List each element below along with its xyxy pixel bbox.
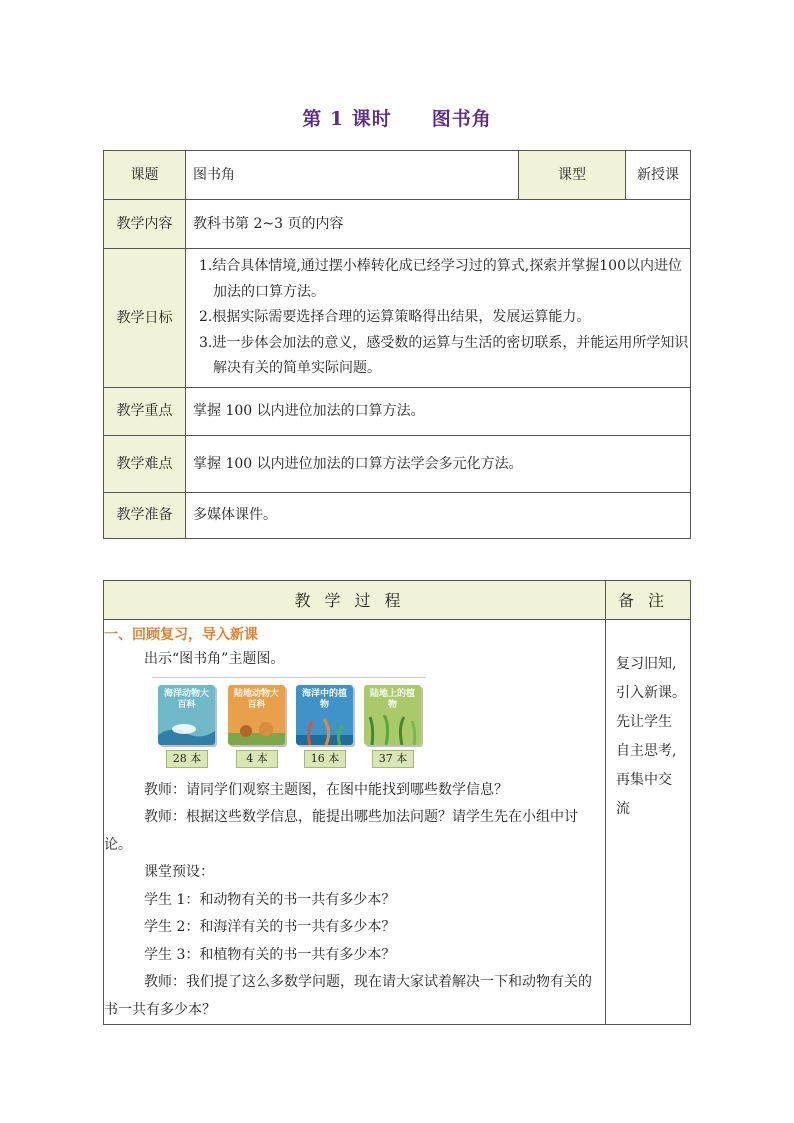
book-cover-2 xyxy=(228,685,285,745)
seaweed-icon xyxy=(296,715,353,745)
process-content xyxy=(104,620,606,1025)
remark-line-1: 复习旧知, xyxy=(616,656,677,672)
lesson-topic: 图书角 xyxy=(431,108,492,130)
book-title: 陆地动物大百科 xyxy=(233,688,279,710)
remark-line-2: 引入新课。 xyxy=(616,685,686,701)
theme-picture xyxy=(152,677,426,773)
paragraph-6: 学生 3：和植物有关的书一共有多少本？ xyxy=(144,946,396,963)
remark-line-5: 再集中交 xyxy=(616,772,672,788)
row-content xyxy=(104,200,691,249)
row-difficulty xyxy=(104,436,691,493)
process-header: 教学过程 xyxy=(104,581,606,620)
topic-label: 课题 xyxy=(104,151,186,200)
paragraph-4: 学生 1：和动物有关的书一共有多少本？ xyxy=(144,891,396,908)
lesson-number: 第 1 课时 xyxy=(302,108,392,130)
process-header-row xyxy=(104,581,691,620)
paragraph-3: 课堂预设： xyxy=(144,864,214,880)
type-value: 新授课 xyxy=(626,151,691,200)
book-count-4: 37 本 xyxy=(372,750,414,768)
whale-icon xyxy=(158,715,215,745)
intro-text: 出示“图书角”主题图。 xyxy=(144,651,285,667)
remark-line-6: 流 xyxy=(616,801,630,817)
remark-content xyxy=(606,620,691,1025)
book-count-1: 28 本 xyxy=(166,750,208,768)
book-cover-3 xyxy=(296,685,353,745)
page-title xyxy=(0,104,794,131)
row-key-point xyxy=(104,388,691,436)
difficulty-value: 掌握 100 以内进位加法的口算方法学会多元化方法。 xyxy=(186,436,691,493)
row-preparation xyxy=(104,493,691,539)
row-topic xyxy=(104,151,691,200)
remark-header: 备注 xyxy=(606,581,691,620)
remark-line-3: 先让学生 xyxy=(616,714,672,730)
objectives-list xyxy=(186,249,691,388)
teaching-process-table xyxy=(103,580,691,1025)
key-point-value: 掌握 100 以内进位加法的口算方法。 xyxy=(186,388,691,436)
objectives-label: 教学日标 xyxy=(104,249,186,388)
animal-icon xyxy=(228,715,285,745)
book-cover-4 xyxy=(364,685,421,745)
remark-line-4: 自主思考, xyxy=(616,743,677,759)
book-cover-1 xyxy=(158,685,215,745)
book-title: 海洋动物大百科 xyxy=(163,688,209,710)
key-point-label: 教学重点 xyxy=(104,388,186,436)
objective-item-2: 2.根据实际需要选择合理的运算策略得出结果，发展运算能力。 xyxy=(199,309,591,326)
plant-icon xyxy=(364,715,421,745)
content-value: 教科书第 2~3 页的内容 xyxy=(186,200,691,249)
row-objectives xyxy=(104,249,691,388)
objective-item-3: 3.进一步体会加法的意义，感受数的运算与生活的密切联系，并能运用所学知识解决有关的简单实际问题。 xyxy=(199,334,689,377)
topic-value: 图书角 xyxy=(186,151,519,200)
book-title: 海洋中的植物 xyxy=(301,688,347,710)
paragraph-2: 教师：根据这些数学信息，能提出哪些加法问题？请学生先在小组中讨论。 xyxy=(104,809,578,853)
type-label: 课型 xyxy=(519,151,626,200)
paragraph-5: 学生 2：和海洋有关的书一共有多少本？ xyxy=(144,919,396,935)
preparation-value: 多媒体课件。 xyxy=(186,493,691,539)
section-title: 一、回顾复习，导入新课 xyxy=(104,627,258,643)
process-body-row xyxy=(104,620,691,1025)
shelf-line xyxy=(152,677,426,678)
difficulty-label: 教学难点 xyxy=(104,436,186,493)
paragraph-1: 教师：请同学们观察主题图，在图中能找到哪些数学信息？ xyxy=(144,781,508,798)
book-count-3: 16 本 xyxy=(304,750,346,768)
preparation-label: 教学准备 xyxy=(104,493,186,539)
lesson-info-table xyxy=(103,150,691,539)
content-label: 教学内容 xyxy=(104,200,186,249)
book-title: 陆地上的植物 xyxy=(369,688,415,710)
book-count-2: 4 本 xyxy=(236,750,278,768)
objective-item-1: 1.结合具体情境,通过摆小棒转化成已经学习过的算式,探索并掌握100以内进位加法的口算方法。 xyxy=(199,258,682,300)
paragraph-7: 教师：我们提了这么多数学问题，现在请大家试着解决一下和动物有关的书一共有多少本？ xyxy=(104,974,592,1018)
